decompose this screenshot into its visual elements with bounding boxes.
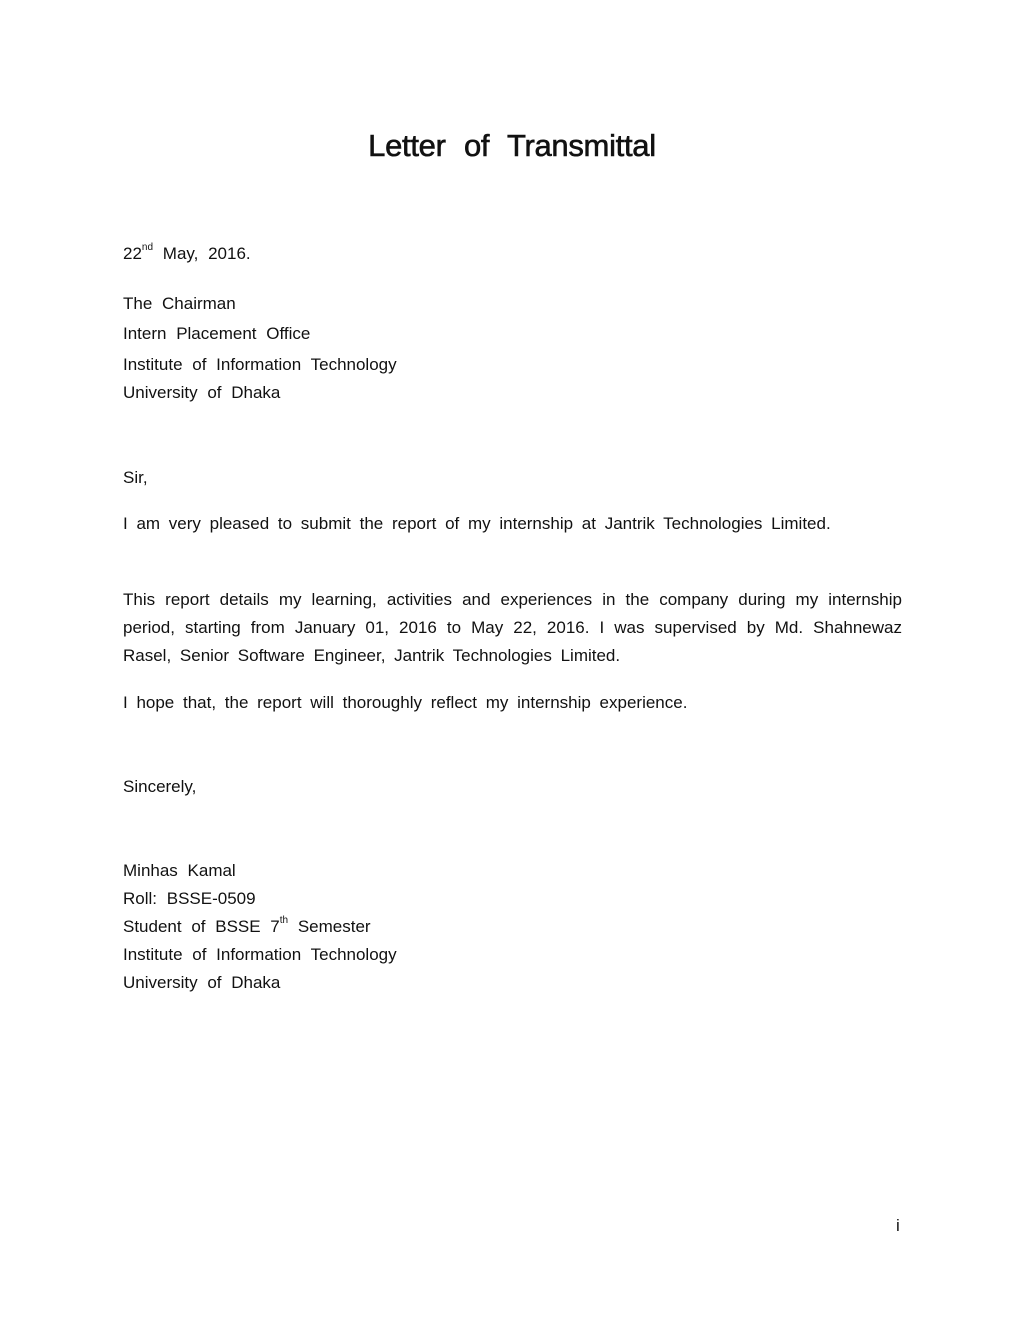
recipient-line-1: The Chairman (123, 294, 236, 313)
closing: Sincerely, (123, 777, 197, 796)
date-day: 22 (123, 244, 142, 263)
salutation: Sir, (123, 468, 148, 487)
sender-student-line (123, 917, 371, 937)
recipient-line-4: University of Dhaka (123, 383, 281, 402)
page-title: Letter of Transmittal (368, 128, 656, 163)
recipient-line-3: Institute of Information Technology (123, 355, 397, 374)
body-paragraph-2: This report details my learning, activities and experiences in the company during my internship period, starting from January 01, 2016 to May 22, 2016. I was supervised by Md. Shahnewaz Rasel, Senior Software Engineer, Jantrik Technologies Limited. (123, 590, 902, 665)
letter-date (123, 244, 251, 264)
page-number: i (896, 1216, 900, 1235)
recipient-line-2: Intern Placement Office (123, 324, 311, 343)
sender-name: Minhas Kamal (123, 861, 236, 880)
sender-institute: Institute of Information Technology (123, 945, 397, 964)
body-paragraph-3: I hope that, the report will thoroughly reflect my internship experience. (123, 693, 688, 712)
student-rest: Semester (288, 917, 371, 936)
date-day-suffix: nd (141, 242, 154, 254)
date-rest: May, 2016. (162, 244, 251, 263)
body-paragraph-1: I am very pleased to submit the report of my internship at Jantrik Technologies Limited. (123, 514, 831, 533)
sender-university: University of Dhaka (123, 973, 281, 992)
student-prefix: Student of BSSE 7 (123, 917, 280, 936)
sender-roll: Roll: BSSE-0509 (123, 889, 256, 908)
student-suffix: th (279, 915, 289, 927)
